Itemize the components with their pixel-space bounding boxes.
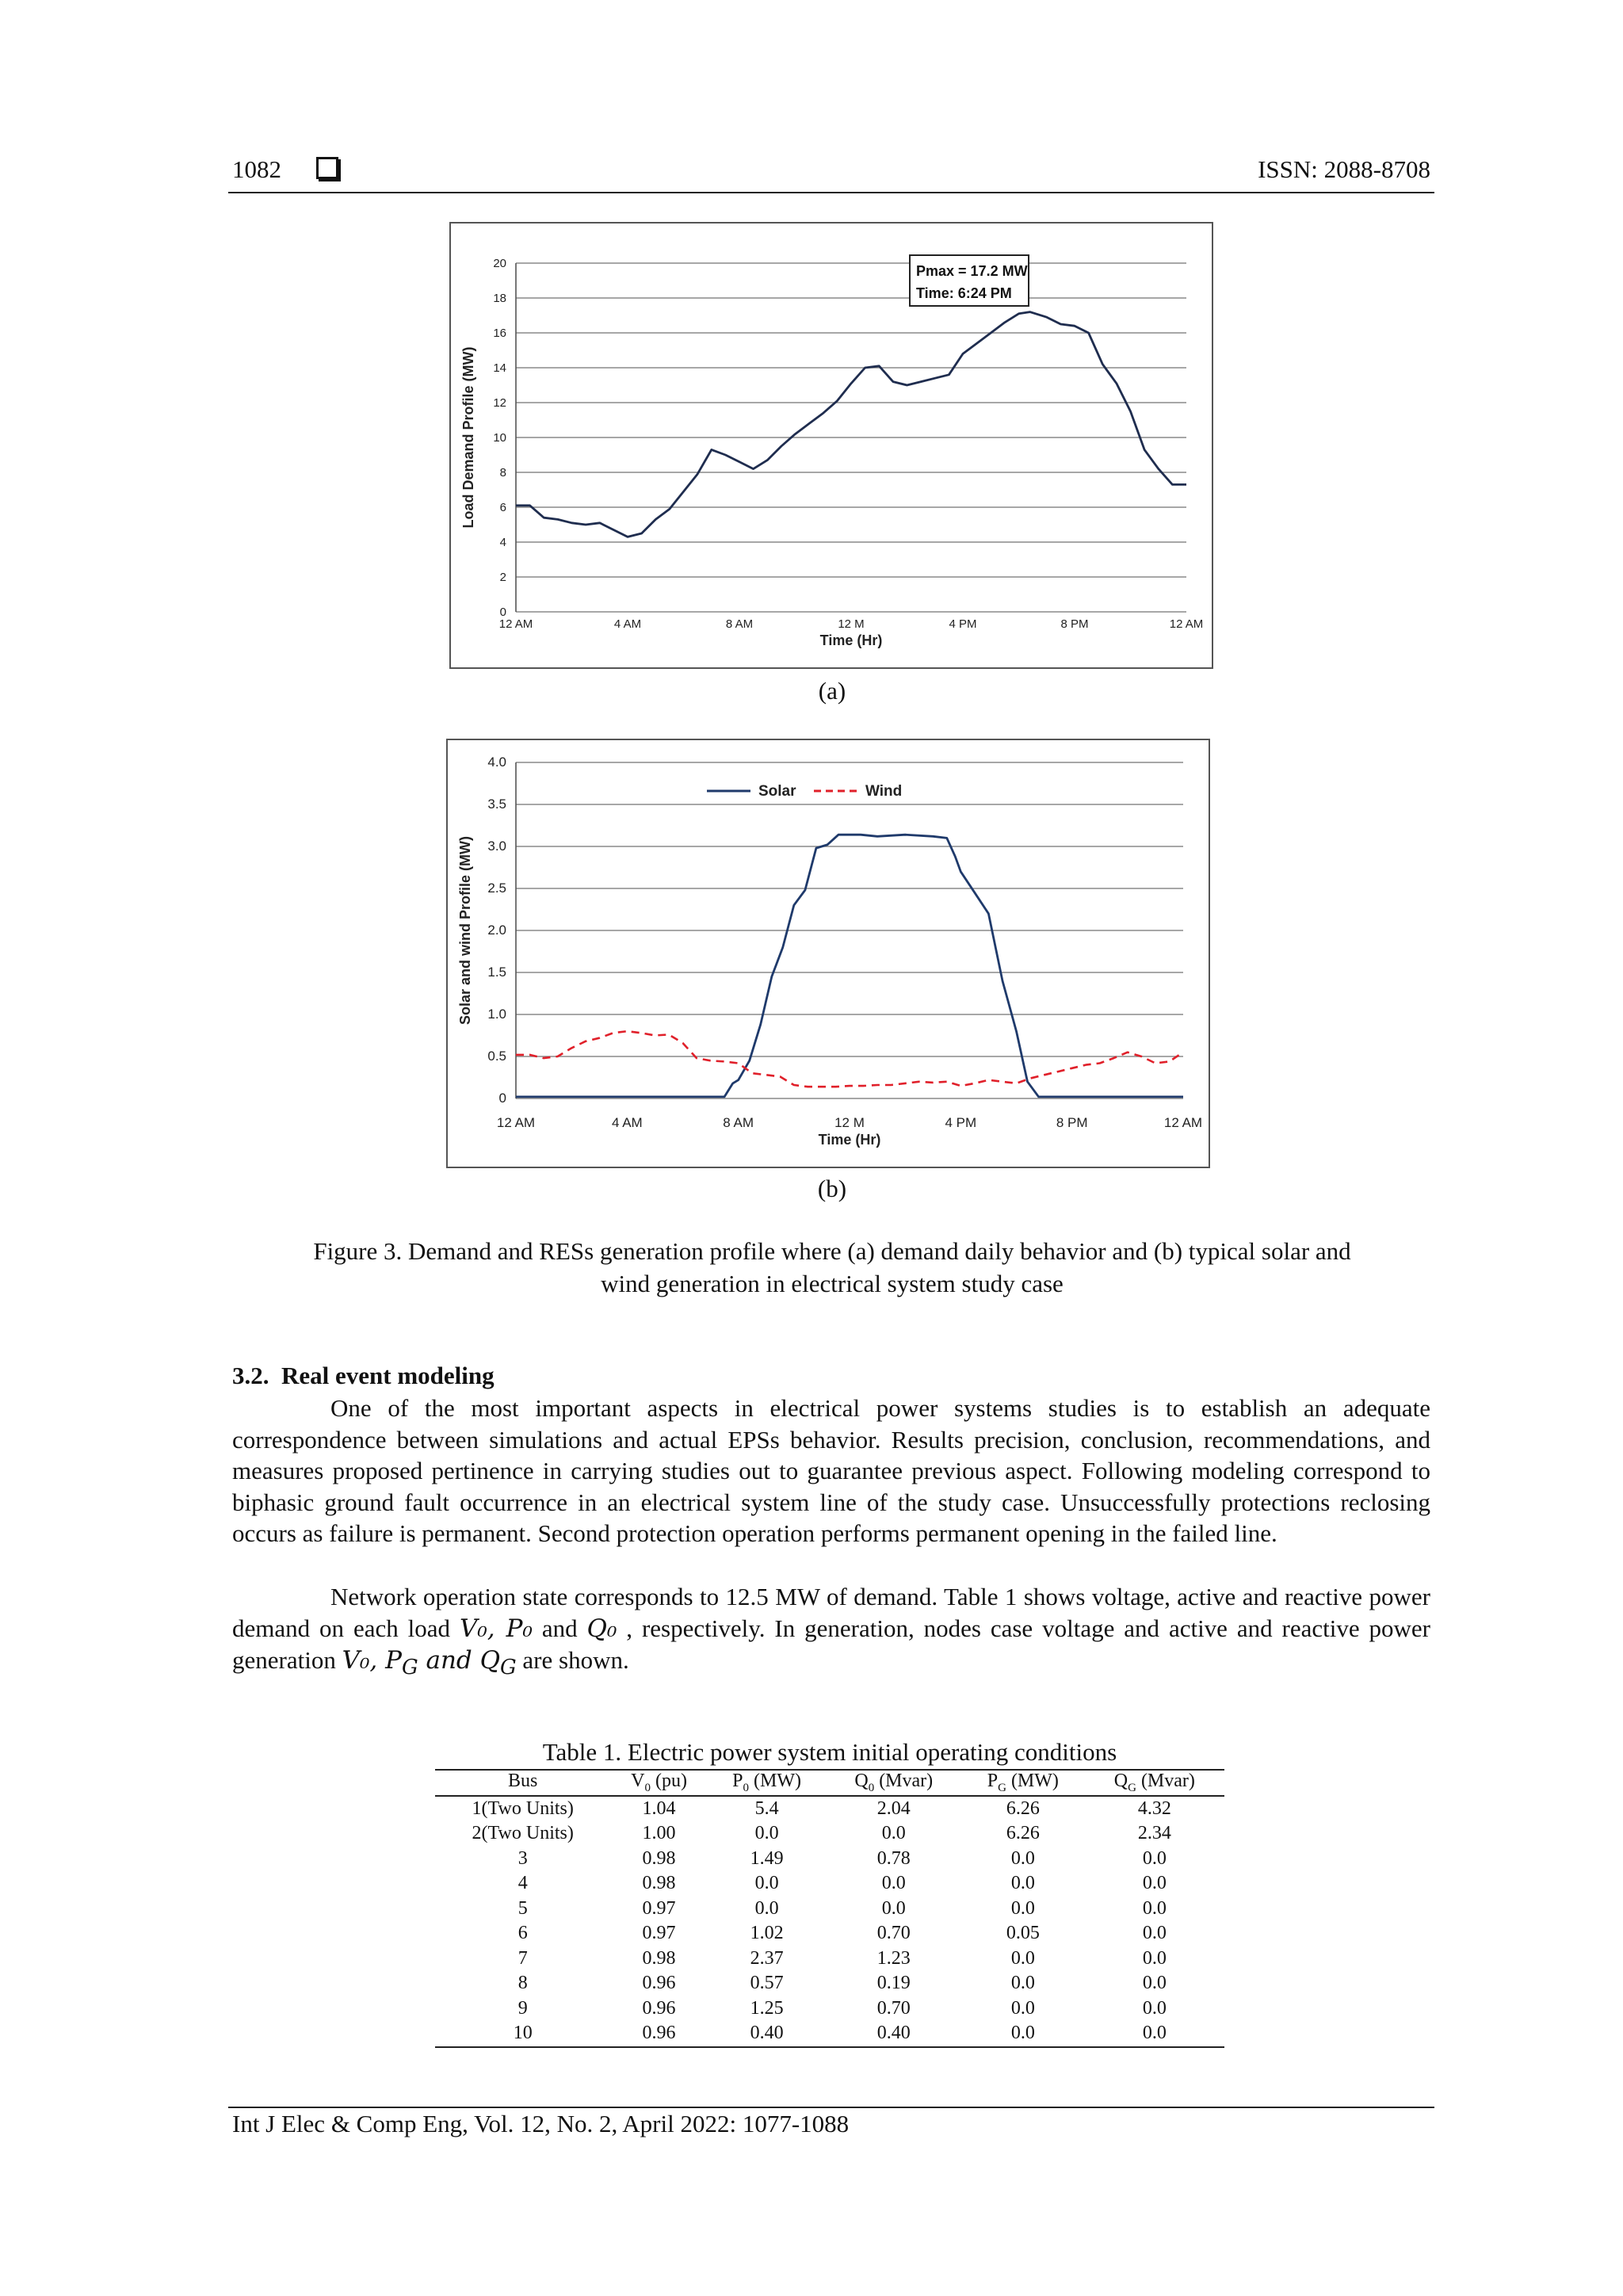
x-tick-label: 12 AM	[496, 1115, 536, 1130]
table-cell: 9	[517, 1997, 528, 2019]
p2-text-1: Network operation state corresponds to 12.5 MW of demand. Table 1 shows voltage, active and reactive power demand on each load	[232, 1583, 1430, 1642]
x-tick-label: 12 M	[838, 617, 865, 631]
x-tick-label: 12 AM	[1169, 617, 1204, 631]
x-tick-label: 12 M	[834, 1115, 865, 1130]
x-axis-label: Time (Hr)	[819, 632, 883, 648]
table-cell: 1.49	[750, 1847, 784, 1869]
table-row	[435, 1921, 1224, 1946]
demand-chart	[451, 223, 1212, 667]
table-row	[435, 1796, 1224, 1822]
table-cell: 0.57	[750, 1973, 784, 1994]
series-line-load-demand	[516, 312, 1186, 537]
annotation-time: Time: 6:24 PM	[916, 285, 1012, 301]
table-cell: 5	[517, 1897, 528, 1919]
y-tick-label: 0.5	[487, 1049, 506, 1064]
table-cell: 2(Two Units)	[472, 1823, 574, 1844]
table-cell: 4.32	[1137, 1797, 1171, 1819]
y-tick-label: 4	[499, 536, 506, 549]
paragraph-1	[232, 1392, 1430, 1549]
table-cell: 2.37	[750, 1947, 784, 1969]
y-tick-label: 18	[493, 292, 506, 305]
footer-rule	[228, 2107, 1434, 2108]
x-tick-label: 12 AM	[498, 617, 533, 631]
p2-text-4: are shown.	[516, 1646, 629, 1675]
table-cell: 0.40	[827, 2021, 962, 2047]
series-line-solar	[516, 835, 1183, 1097]
x-tick-label: 8 AM	[725, 617, 754, 631]
table-cell: 0.0	[1142, 1997, 1167, 2019]
table-header-1: $V_0$ (pu)	[610, 1770, 707, 1796]
y-tick-label: 2.5	[487, 881, 506, 896]
table-cell: 2.34	[1137, 1823, 1171, 1844]
figure-a-label: (a)	[818, 677, 846, 705]
table-cell: 0.78	[876, 1847, 911, 1869]
figure-a-frame	[449, 222, 1213, 669]
header-rule	[228, 192, 1434, 193]
x-tick-label: 4 PM	[945, 1115, 977, 1130]
table-cell: 0.0	[1010, 1897, 1035, 1919]
table-cell: 0.98	[642, 1873, 676, 1894]
table-cell: 0.0	[1010, 1973, 1035, 1994]
y-tick-label: 8	[499, 466, 506, 479]
table-row	[435, 1996, 1224, 2022]
x-tick-label: 4 PM	[949, 617, 977, 631]
section-heading: 3.2. Real event modeling	[232, 1362, 495, 1389]
table-cell: 0.97	[642, 1923, 676, 1944]
table-cell: 1.00	[642, 1823, 676, 1844]
operating-conditions-table	[435, 1769, 1224, 2048]
table-cell: 0.96	[642, 1973, 676, 1994]
table-cell: 0.0	[881, 1823, 906, 1844]
x-tick-label: 4 AM	[613, 617, 642, 631]
table-cell: 10	[435, 2021, 610, 2047]
y-tick-label: 1.0	[487, 1007, 506, 1022]
figure-b-label: (b)	[817, 1175, 847, 1202]
figure-b-frame	[446, 739, 1210, 1168]
y-tick-label: 3.5	[487, 797, 506, 812]
p2-math-2: Q₀	[586, 1614, 617, 1643]
table-cell: 0.0	[1010, 1947, 1035, 1969]
legend	[707, 783, 902, 800]
square-bullet-icon	[316, 157, 338, 179]
table-cell: 0.0	[1142, 1923, 1167, 1944]
table-cell: 0.0	[961, 2021, 1085, 2047]
table-cell: 1.25	[750, 1997, 784, 2019]
table-cell: 7	[517, 1947, 528, 1969]
table-row	[435, 1847, 1224, 1872]
x-tick-label: 8 AM	[723, 1115, 754, 1130]
paragraph-1-text: One of the most important aspects in electrical power systems studies is to establish an adequate correspondence between simulations and actual EPSs behavior. Results precision, conclusion, recommendations, and measures proposed pertinence in carrying studies out to guarantee previous aspect. Following modeling correspond to biphasic ground fault occurrence in an electrical system line of the study case. Unsuccessfully protections reclosing occurs as failure is permanent. Second protection operation performs permanent opening in the failed line.	[232, 1394, 1430, 1548]
table-cell: 0.0	[1010, 1997, 1035, 2019]
table-cell: 0.70	[876, 1923, 911, 1944]
table-cell: 0.0	[1142, 1873, 1167, 1894]
y-tick-label: 1.5	[487, 965, 506, 980]
table-cell: 0.40	[708, 2021, 827, 2047]
table-cell: 0.97	[642, 1897, 676, 1919]
footer-citation: Int J Elec & Comp Eng, Vol. 12, No. 2, April 2022: 1077-1088	[232, 2110, 850, 2137]
table-cell: 0.0	[881, 1897, 906, 1919]
table-body	[435, 1796, 1224, 2047]
table-cell: 0.0	[754, 1873, 779, 1894]
table-cell: 5.4	[754, 1797, 779, 1819]
y-tick-label: 2.0	[487, 923, 506, 938]
table-cell: 0.0	[754, 1897, 779, 1919]
y-tick-label: 0	[499, 606, 506, 619]
y-tick-label: 10	[493, 431, 506, 445]
table-cell: 0.0	[1142, 1897, 1167, 1919]
table-header-5: $Q_G$ (Mvar)	[1085, 1770, 1224, 1796]
table-header-3: $Q_0$ (Mvar)	[827, 1770, 962, 1796]
table-header-4: $P_G$ (MW)	[961, 1770, 1085, 1796]
paragraph-2	[232, 1581, 1430, 1684]
table-cell: 1.02	[750, 1923, 784, 1944]
table-cell: 0.70	[876, 1997, 911, 2019]
table-cell: 1.23	[876, 1947, 911, 1969]
page-number: 1082	[232, 155, 281, 183]
table-cell: 0.0	[754, 1823, 779, 1844]
table-row	[435, 1821, 1224, 1847]
y-tick-label: 14	[493, 361, 506, 375]
y-tick-label: 12	[493, 396, 506, 410]
legend-solar-label: Solar	[758, 783, 796, 800]
table-cell: 0.0	[881, 1873, 906, 1894]
table-cell: 3	[517, 1847, 528, 1869]
y-tick-label: 4.0	[487, 755, 506, 770]
table-row	[435, 1946, 1224, 1972]
table-cell: 0.0	[1010, 1847, 1035, 1869]
solar-wind-chart	[448, 740, 1209, 1167]
table-cell: 0.98	[642, 1847, 676, 1869]
table-row	[435, 1897, 1224, 1922]
p2-math-3: V₀, $P_G$ and $Q_G$	[342, 1646, 517, 1680]
y-tick-label: 2	[499, 571, 506, 584]
legend-wind-label: Wind	[865, 783, 903, 800]
y-axis-label: Solar and wind Profile (MW)	[457, 836, 473, 1025]
p2-text-2: and	[532, 1614, 587, 1642]
table-header-0: Bus	[435, 1770, 610, 1796]
x-tick-label: 8 PM	[1060, 617, 1089, 631]
annotation-pmax: Pmax = 17.2 MW	[916, 263, 1028, 279]
p2-text-3: , respectively. In generation, nodes case voltage and active and reactive power generation	[232, 1614, 1431, 1675]
table-cell: 0.0	[1142, 1973, 1167, 1994]
table-title: Table 1. Electric power system initial operating conditions	[542, 1738, 1117, 1766]
table-cell: 6.26	[1006, 1797, 1040, 1819]
table-cell: 1.04	[642, 1797, 676, 1819]
page-header-left	[232, 155, 338, 184]
table-cell: 2.04	[876, 1797, 911, 1819]
table-cell: 0.0	[1142, 1947, 1167, 1969]
table-row	[435, 1971, 1224, 1996]
table-cell: 0.05	[1006, 1923, 1040, 1944]
x-tick-label: 4 AM	[611, 1115, 643, 1130]
table-header-2: $P_0$ (MW)	[708, 1770, 827, 1796]
p2-math-1: V₀, P₀	[459, 1614, 533, 1643]
table-cell: 0.0	[1010, 1873, 1035, 1894]
y-tick-label: 20	[493, 257, 506, 270]
caption-line-2: wind generation in electrical system study case	[601, 1270, 1064, 1297]
x-tick-label: 8 PM	[1056, 1115, 1088, 1130]
series-line-wind	[516, 1031, 1183, 1087]
table-cell: 0.98	[642, 1947, 676, 1969]
figure-caption	[238, 1235, 1426, 1300]
table-cell: 0.96	[610, 2021, 707, 2047]
table-cell: 1(Two Units)	[472, 1797, 574, 1819]
y-axis-label: Load Demand Profile (MW)	[460, 346, 476, 529]
table-cell: 0.19	[876, 1973, 911, 1994]
y-tick-label: 16	[493, 327, 506, 340]
table-cell: 8	[517, 1973, 528, 1994]
table-row	[435, 2021, 1224, 2047]
y-tick-label: 0	[498, 1091, 506, 1106]
table-row	[435, 1871, 1224, 1897]
y-tick-label: 6	[499, 501, 506, 514]
table-cell: 0.0	[1142, 1847, 1167, 1869]
table-cell: 6	[517, 1923, 528, 1944]
table-cell: 4	[517, 1873, 528, 1894]
x-axis-label: Time (Hr)	[818, 1132, 881, 1148]
x-tick-label: 12 AM	[1163, 1115, 1203, 1130]
y-tick-label: 3.0	[487, 839, 506, 854]
peak-annotation	[910, 255, 1029, 306]
table-cell: 6.26	[1006, 1823, 1040, 1844]
table-cell: 0.0	[1085, 2021, 1224, 2047]
issn: ISSN: 2088-8708	[1258, 155, 1430, 183]
table-cell: 0.96	[642, 1997, 676, 2019]
table-header-row	[435, 1770, 1224, 1796]
caption-line-1: Figure 3. Demand and RESs generation profile where (a) demand daily behavior and (b) typical solar and	[313, 1237, 1351, 1265]
